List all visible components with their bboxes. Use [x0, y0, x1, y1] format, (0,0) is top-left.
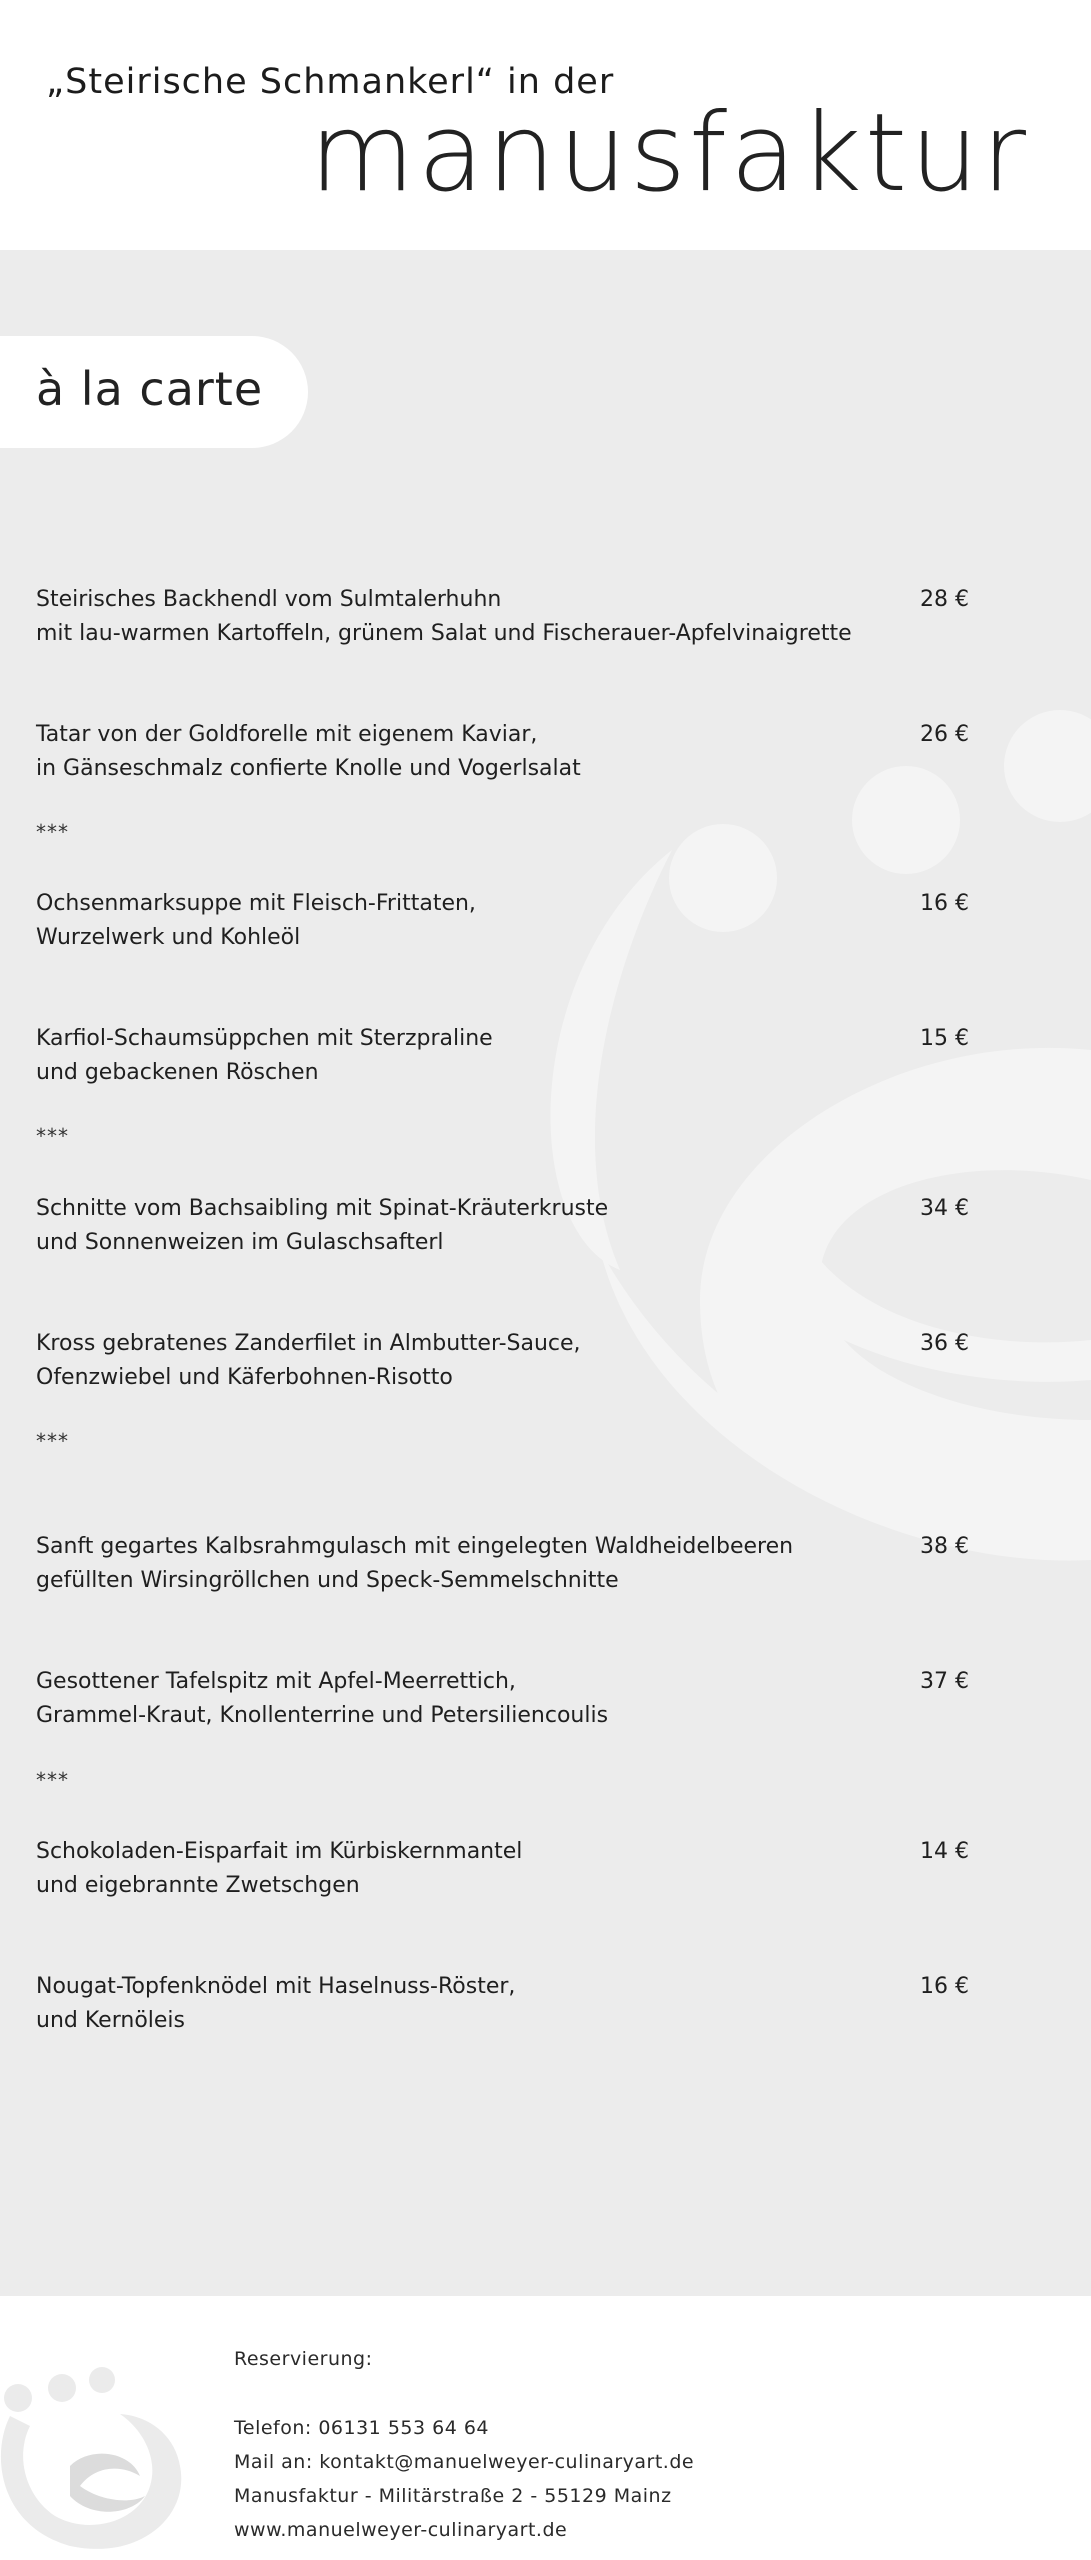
footer	[0, 2296, 1091, 2560]
menu-item-price: 34 €	[920, 1196, 969, 1221]
menu-item-description: Schnitte vom Bachsaibling mit Spinat-Kräuterkruste und Sonnenweizen im Gulaschsafterl	[36, 1196, 609, 1255]
swirl-logo-icon	[0, 2336, 200, 2560]
menu-item-description: Kross gebratenes Zanderfilet in Almbutter-Sauce, Ofenzwiebel und Käferbohnen-Risotto	[36, 1331, 581, 1390]
menu-item-price: 37 €	[920, 1669, 969, 1694]
menu-item-price: 16 €	[920, 891, 969, 916]
menu-item-description: Gesottener Tafelspitz mit Apfel-Meerrettich, Grammel-Kraut, Knollenterrine und Petersiliencoulis	[36, 1669, 609, 1728]
a-la-carte-label: à la carte	[36, 362, 264, 416]
menu-item-price: 38 €	[920, 1534, 969, 1559]
menu-item-description: Tatar von der Goldforelle mit eigenem Kaviar, in Gänseschmalz confierte Knolle und Vogerlsalat	[36, 722, 581, 781]
website-link[interactable]: www.manuelweyer-culinaryart.de	[234, 2519, 568, 2541]
menu-item-price: 28 €	[920, 587, 969, 612]
menu-item-price: 15 €	[920, 1026, 969, 1051]
section-separator: ***	[36, 1768, 69, 1792]
address-text: Manusfaktur - Militärstraße 2 - 55129 Mainz	[234, 2485, 672, 2507]
menu-item-price: 16 €	[920, 1974, 969, 1999]
header-subtitle: „Steirische Schmankerl“ in der	[46, 62, 615, 102]
menu-item-description: Nougat-Topfenknödel mit Haselnuss-Röster, und Kernöleis	[36, 1974, 516, 2033]
menu-item-description: Steirisches Backhendl vom Sulmtalerhuhn mit lau-warmen Kartoffeln, grünem Salat und Fischerauer-Apfelvinaigrette	[36, 587, 852, 646]
a-la-carte-tab	[0, 336, 308, 448]
phone-text: Telefon: 06131 553 64 64	[234, 2417, 490, 2439]
menu-item-description: Ochsenmarksuppe mit Fleisch-Frittaten, Wurzelwerk und Kohleöl	[36, 891, 476, 950]
menu-item-price: 26 €	[920, 722, 969, 747]
manusfaktur-logo: manusfaktur	[309, 91, 1029, 216]
reservation-label: Reservierung:	[234, 2348, 373, 2370]
section-separator: ***	[36, 1124, 69, 1148]
section-separator: ***	[36, 820, 69, 844]
menu-item-description: Sanft gegartes Kalbsrahmgulasch mit eingelegten Waldheidelbeeren gefüllten Wirsingröllchen und Speck-Semmelschnitte	[36, 1534, 794, 1593]
menu-item-price: 14 €	[920, 1839, 969, 1864]
mail-link[interactable]: Mail an: kontakt@manuelweyer-culinaryart.de	[234, 2451, 695, 2473]
menu-item-price: 36 €	[920, 1331, 969, 1356]
header	[0, 0, 1091, 250]
menu-panel	[0, 250, 1091, 2296]
menu-item-description: Schokoladen-Eisparfait im Kürbiskernmantel und eigebrannte Zwetschgen	[36, 1839, 523, 1898]
menu-item-description: Karfiol-Schaumsüppchen mit Sterzpraline und gebackenen Röschen	[36, 1026, 493, 1085]
section-separator: ***	[36, 1429, 69, 1453]
